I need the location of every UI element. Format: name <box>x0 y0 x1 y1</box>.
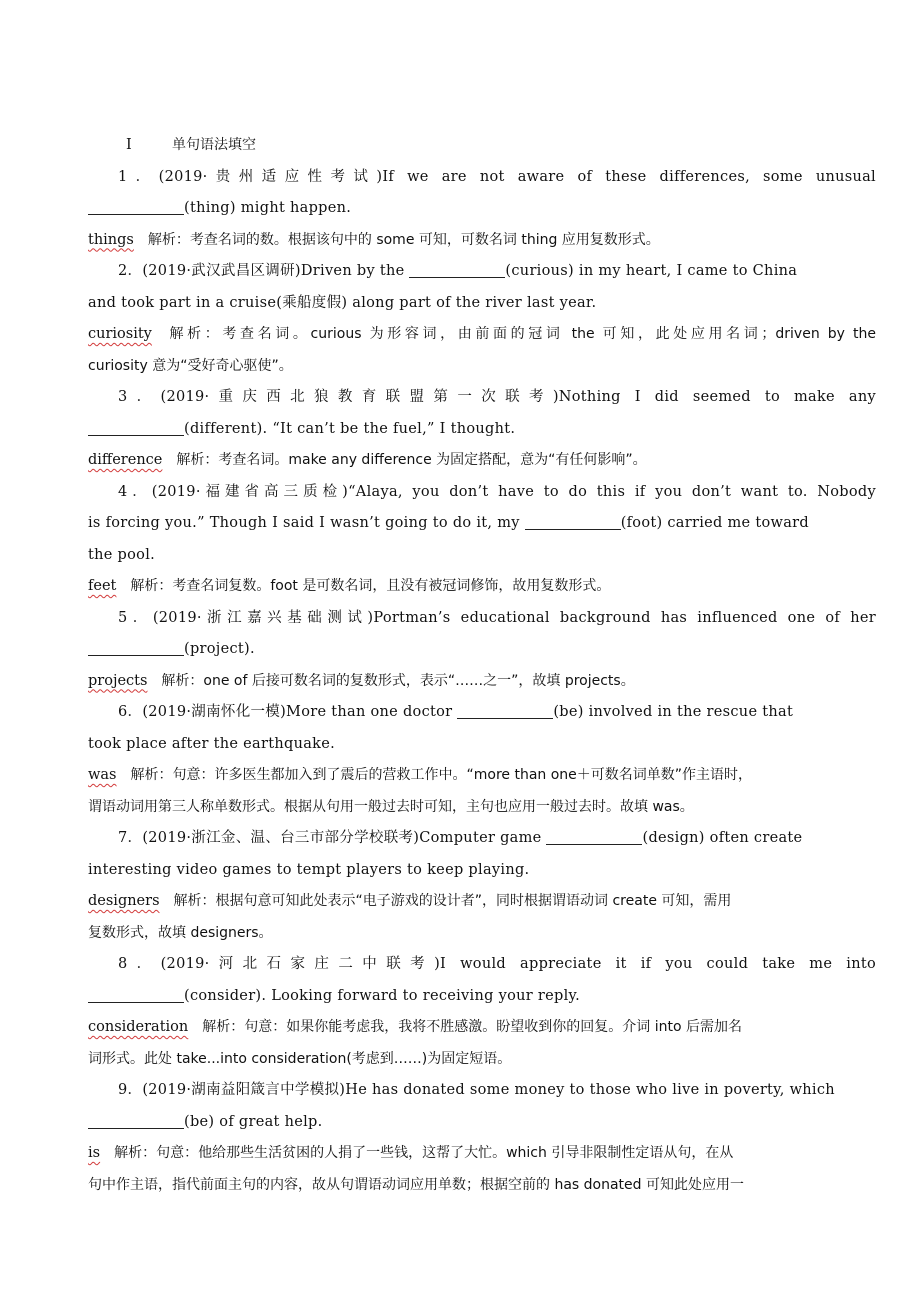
answer-6-explanation: was 解析：句意：许多医生都加入到了震后的营救工作中。“more than one＋可数名词单数”作主语时， <box>88 767 753 783</box>
answer-8-explanation: consideration 解析：句意：如果你能考虑我，我将不胜感激。盼望收到你的回复。介词 into 后需加名 <box>88 1019 742 1035</box>
answer-1-explanation: things 解析：考查名词的数。根据该句中的 some 可知，可数名词 thing 应用复数形式。 <box>88 231 660 248</box>
answer-blank[interactable] <box>88 419 184 436</box>
question-3-line-2: (different). “It can’t be the fuel,” I thought. <box>88 414 876 446</box>
question-5-line-1: 5．(2019·浙江嘉兴基础测试)Portman’s educational background has influenced one of her <box>118 609 876 626</box>
answer-8-explanation-cont: 词形式。此处 take...into consideration(考虑到……)为固定短语。 <box>88 1050 512 1067</box>
question-1-line-1: 1．(2019·贵州适应性考试)If we are not aware of these differences, some unusual <box>118 168 876 185</box>
answer-6-explanation-cont: 谓语动词用第三人称单数形式。根据从句用一般过去时可知，主句也应用一般过去时。故填 was。 <box>88 798 694 815</box>
answer-blank[interactable] <box>88 198 184 215</box>
question-7-line-2: interesting video games to tempt players to keep playing. <box>88 861 530 878</box>
answer-blank[interactable] <box>88 639 184 656</box>
question-5-line-2: (project). <box>88 634 876 666</box>
question-9-line-2: (be) of great help. <box>88 1107 876 1139</box>
answer-7: designers <box>88 893 160 909</box>
answer-5-explanation: projects 解析：one of 后接可数名词的复数形式，表示“……之一”，故填 projects。 <box>88 672 635 689</box>
answer-2-explanation: curiosity 解析：考查名词。curious 为形容词，由前面的冠词 the 可知，此处应用名词；driven by the <box>88 326 876 342</box>
section-number: I <box>126 137 132 153</box>
answer-8: consideration <box>88 1019 189 1035</box>
worksheet-page <box>88 130 876 1201</box>
section-title: 单句语法填空 <box>172 137 256 153</box>
question-2-line-1: 2．(2019·武汉武昌区调研)Driven by the (curious) in my heart, I came to China <box>118 263 798 279</box>
question-4-line-2: is forcing you.” Though I said I wasn’t going to do it, my (foot) carried me toward <box>88 515 809 531</box>
answer-2-explanation-cont: curiosity 意为“受好奇心驱使”。 <box>88 357 293 374</box>
answer-4: feet <box>88 578 117 594</box>
answer-1: things <box>88 231 134 248</box>
answer-blank[interactable] <box>88 1112 184 1129</box>
answer-2: curiosity <box>88 326 152 342</box>
question-8-line-2: (consider). Looking forward to receiving your reply. <box>88 981 876 1013</box>
question-3-line-1: 3．(2019·重庆西北狼教育联盟第一次联考)Nothing I did seemed to make any <box>118 389 876 405</box>
answer-7-explanation-cont: 复数形式，故填 designers。 <box>88 924 273 941</box>
question-4-line-1: 4．(2019·福建省高三质检)“Alaya, you don’t have to do this if you don’t want to. Nobody <box>118 483 876 500</box>
answer-blank[interactable] <box>525 513 621 530</box>
answer-6: was <box>88 767 117 783</box>
section-heading <box>88 130 876 162</box>
answer-blank[interactable] <box>546 828 642 845</box>
question-8-line-1: 8．(2019·河北石家庄二中联考)I would appreciate it if you could take me into <box>118 956 876 972</box>
question-2-line-2: and took part in a cruise(乘船度假) along part of the river last year. <box>88 294 597 311</box>
answer-9-explanation: is 解析：句意：他给那些生活贫困的人捐了一些钱，这帮了大忙。which 引导非限制性定语从句，在从 <box>88 1145 734 1161</box>
question-9-line-1: 9．(2019·湖南益阳箴言中学模拟)He has donated some money to those who live in poverty, which <box>118 1082 835 1098</box>
answer-blank[interactable] <box>88 986 184 1003</box>
answer-4-explanation: feet 解析：考查名词复数。foot 是可数名词，且没有被冠词修饰，故用复数形式。 <box>88 578 611 594</box>
question-1-line-2: (thing) might happen. <box>88 193 876 225</box>
question-7-line-1: 7．(2019·浙江金、温、台三市部分学校联考)Computer game (design) often create <box>118 830 803 846</box>
question-6-line-2: took place after the earthquake. <box>88 735 336 752</box>
answer-blank[interactable] <box>457 702 553 719</box>
question-6-line-1: 6．(2019·湖南怀化一模)More than one doctor (be) involved in the rescue that <box>118 704 794 720</box>
answer-9-explanation-cont: 句中作主语，指代前面主句的内容，故从句谓语动词应用单数；根据空前的 has donated 可知此处应用一 <box>88 1176 744 1193</box>
answer-3-explanation: difference 解析：考查名词。make any difference 为固定搭配，意为“有任何影响”。 <box>88 452 647 468</box>
question-4-line-3: the pool. <box>88 546 156 563</box>
answer-9: is <box>88 1145 101 1161</box>
answer-blank[interactable] <box>409 261 505 278</box>
answer-5: projects <box>88 672 148 689</box>
answer-3: difference <box>88 452 163 468</box>
answer-7-explanation: designers 解析：根据句意可知此处表示“电子游戏的设计者”，同时根据谓语动词 create 可知，需用 <box>88 893 732 909</box>
